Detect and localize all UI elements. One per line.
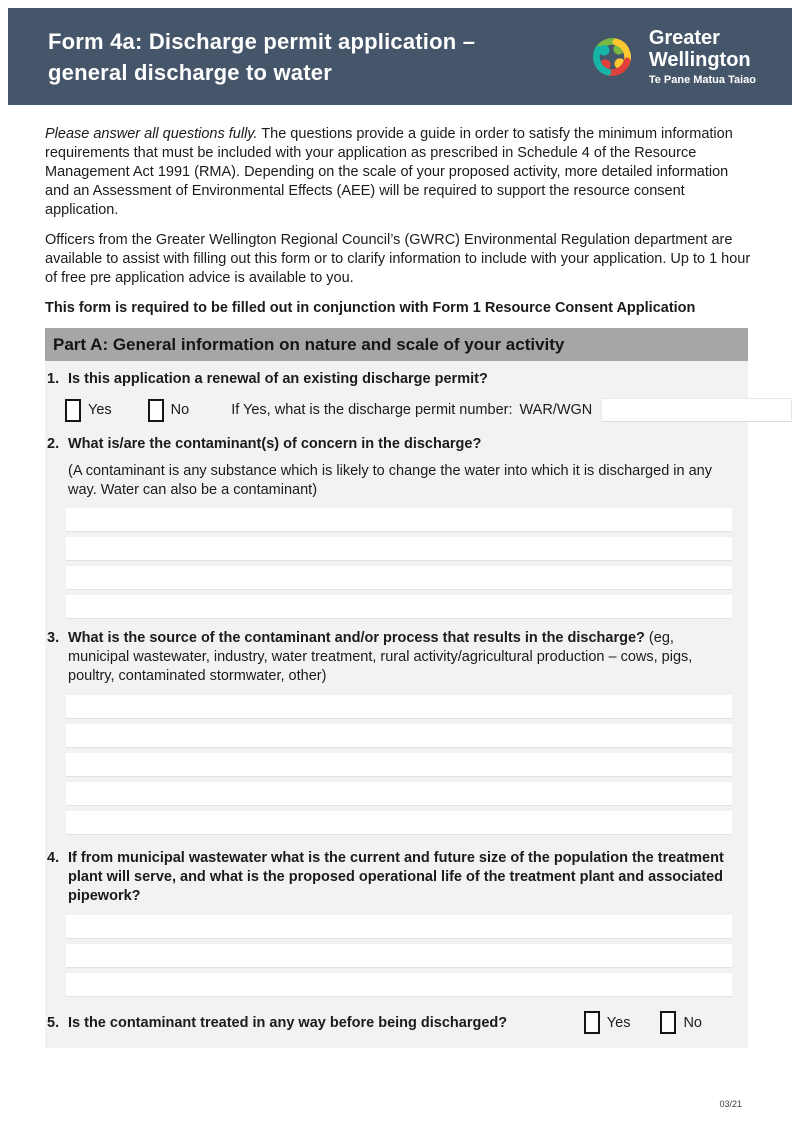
answer-line[interactable]	[66, 566, 732, 590]
q1-no-label: No	[170, 402, 190, 418]
logo-org-line1: Greater	[648, 27, 720, 49]
question-4-number: 4.	[47, 850, 60, 866]
part-a-section-header	[45, 328, 748, 361]
part-a-section-title: Part A: General information on nature and scale of your activity	[53, 334, 565, 354]
intro-paragraph-2: Officers from the Greater Wellington Regional Council’s (GWRC) Environmental Regulation department are available to assist with filling out this form or to clarify information to include with your application. Up to 1 hour of free pre application advice is available to you.	[45, 232, 751, 286]
question-3-text	[68, 629, 748, 686]
koru-swirl-icon	[584, 27, 640, 87]
q5-yes-checkbox[interactable]	[584, 1011, 600, 1034]
question-5-text: Is the contaminant treated in any way before being discharged?	[68, 1014, 508, 1031]
answer-line[interactable]	[66, 537, 732, 561]
question-3-number: 3.	[47, 630, 60, 646]
answer-line[interactable]	[66, 944, 732, 968]
logo-text	[649, 27, 756, 86]
question-3-text-bold: What is the source of the contaminant and/or process that results in the discharge?	[68, 630, 645, 646]
logo-tagline: Te Pane Matua Taiao	[648, 74, 756, 86]
answer-line[interactable]	[66, 508, 732, 532]
question-3	[45, 629, 748, 686]
question-1	[45, 370, 748, 389]
answer-line[interactable]	[66, 724, 732, 748]
question-4	[45, 849, 748, 906]
greater-wellington-logo	[584, 27, 756, 87]
permit-number-input[interactable]	[601, 398, 792, 422]
q1-yes-checkbox[interactable]	[65, 399, 81, 422]
page-title	[48, 26, 475, 88]
q5-no-checkbox[interactable]	[660, 1011, 676, 1034]
q5-yes-label: Yes	[606, 1014, 631, 1031]
question-2	[45, 435, 748, 454]
answer-line[interactable]	[66, 973, 732, 997]
question-2-number: 2.	[47, 436, 60, 452]
q1-yes-label: Yes	[88, 402, 112, 418]
logo-org-line2: Wellington	[648, 49, 751, 71]
question-1-text: Is this application a renewal of an existing discharge permit?	[68, 371, 488, 387]
q5-no-label: No	[683, 1014, 702, 1031]
answer-line[interactable]	[66, 595, 732, 619]
question-5-answer-boxes	[584, 1011, 702, 1034]
q2-answer-lines	[45, 508, 748, 619]
answer-line[interactable]	[66, 811, 732, 835]
intro-paragraph-1-rest: The questions provide a guide in order to satisfy the minimum information requirements that must be included with your application as prescribed in Schedule 4 of the Resource Management Act 1991 (RMA). Depending on the scale of your proposed activity, more detailed information and an Assessment of Environmental Effects (AEE) will be required to support the resource consent application.	[45, 126, 733, 218]
question-5	[45, 1011, 748, 1034]
answer-line[interactable]	[66, 915, 732, 939]
form-header	[8, 8, 792, 105]
form-version-code: 03/21	[719, 1099, 742, 1109]
intro-paragraph-1	[45, 125, 755, 220]
intro-paragraph-1-lead: Please answer all questions fully.	[45, 126, 258, 142]
question-2-text: What is/are the contaminant(s) of concern in the discharge?	[68, 436, 482, 452]
answer-line[interactable]	[66, 753, 732, 777]
q1-if-yes-label: If Yes, what is the discharge permit number:	[231, 402, 513, 418]
question-3-text-hint: (eg, municipal wastewater, industry, water treatment, rural activity/agricultural production – cows, pigs, poultry, contaminated stormwater, other)	[68, 630, 693, 684]
answer-line[interactable]	[66, 695, 732, 719]
q1-permit-prefix: WAR/WGN	[519, 402, 593, 418]
conjunction-note: This form is required to be filled out in conjunction with Form 1 Resource Consent Application	[45, 300, 696, 316]
q4-answer-lines	[45, 915, 748, 997]
q3-answer-lines	[45, 695, 748, 835]
question-4-text: If from municipal wastewater what is the current and future size of the population the treatment plant will serve, and what is the proposed operational life of the treatment plant and associated pipework?	[68, 850, 724, 904]
question-1-answer-row	[65, 397, 732, 423]
form-body	[45, 105, 755, 1048]
question-5-number: 5.	[47, 1014, 60, 1031]
page-title-line2: general discharge to water	[48, 59, 332, 85]
question-1-number: 1.	[47, 371, 60, 387]
question-2-note: (A contaminant is any substance which is likely to change the water into which it is discharged in any way. Water can also be a contaminant)	[68, 463, 712, 498]
q1-no-checkbox[interactable]	[148, 399, 164, 422]
page-title-line1: Form 4a: Discharge permit application –	[48, 28, 476, 54]
answer-line[interactable]	[66, 782, 732, 806]
part-a-panel	[45, 361, 748, 1048]
